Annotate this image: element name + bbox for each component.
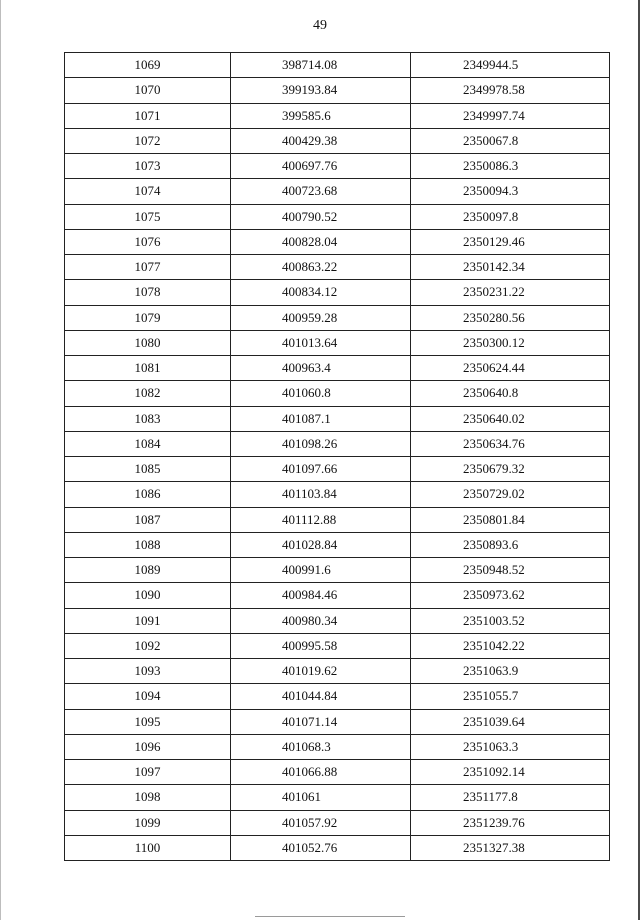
table-row xyxy=(65,229,610,254)
x-coordinate-cell: 400790.52 xyxy=(231,204,411,229)
x-coordinate-cell: 401028.84 xyxy=(231,532,411,557)
y-coordinate-cell: 2350973.62 xyxy=(411,583,610,608)
point-number-cell: 1092 xyxy=(65,633,231,658)
table-row xyxy=(65,482,610,507)
point-number-cell: 1081 xyxy=(65,356,231,381)
table-row xyxy=(65,280,610,305)
y-coordinate-cell: 2351055.7 xyxy=(411,684,610,709)
y-coordinate-cell: 2351239.76 xyxy=(411,810,610,835)
table-row xyxy=(65,457,610,482)
point-number-cell: 1090 xyxy=(65,583,231,608)
y-coordinate-cell: 2350097.8 xyxy=(411,204,610,229)
x-coordinate-cell: 400697.76 xyxy=(231,154,411,179)
y-coordinate-cell: 2350729.02 xyxy=(411,482,610,507)
table-row xyxy=(65,356,610,381)
y-coordinate-cell: 2350640.02 xyxy=(411,406,610,431)
table-row xyxy=(65,835,610,860)
point-number-cell: 1096 xyxy=(65,734,231,759)
point-number-cell: 1075 xyxy=(65,204,231,229)
table-row xyxy=(65,204,610,229)
x-coordinate-cell: 400959.28 xyxy=(231,305,411,330)
point-number-cell: 1099 xyxy=(65,810,231,835)
x-coordinate-cell: 401103.84 xyxy=(231,482,411,507)
point-number-cell: 1098 xyxy=(65,785,231,810)
x-coordinate-cell: 401019.62 xyxy=(231,659,411,684)
point-number-cell: 1100 xyxy=(65,835,231,860)
x-coordinate-cell: 401098.26 xyxy=(231,431,411,456)
x-coordinate-cell: 401044.84 xyxy=(231,684,411,709)
point-number-cell: 1082 xyxy=(65,381,231,406)
point-number-cell: 1074 xyxy=(65,179,231,204)
table-row xyxy=(65,305,610,330)
point-number-cell: 1073 xyxy=(65,154,231,179)
table-row xyxy=(65,78,610,103)
table-row xyxy=(65,381,610,406)
point-number-cell: 1071 xyxy=(65,103,231,128)
point-number-cell: 1077 xyxy=(65,255,231,280)
table-row xyxy=(65,128,610,153)
y-coordinate-cell: 2350640.8 xyxy=(411,381,610,406)
x-coordinate-cell: 401060.8 xyxy=(231,381,411,406)
y-coordinate-cell: 2349997.74 xyxy=(411,103,610,128)
table-row xyxy=(65,633,610,658)
point-number-cell: 1086 xyxy=(65,482,231,507)
point-number-cell: 1089 xyxy=(65,558,231,583)
y-coordinate-cell: 2349944.5 xyxy=(411,53,610,78)
point-number-cell: 1070 xyxy=(65,78,231,103)
table-row xyxy=(65,760,610,785)
x-coordinate-cell: 398714.08 xyxy=(231,53,411,78)
table-row xyxy=(65,583,610,608)
y-coordinate-cell: 2351092.14 xyxy=(411,760,610,785)
y-coordinate-cell: 2350893.6 xyxy=(411,532,610,557)
y-coordinate-cell: 2350679.32 xyxy=(411,457,610,482)
y-coordinate-cell: 2351327.38 xyxy=(411,835,610,860)
table-row xyxy=(65,154,610,179)
y-coordinate-cell: 2350094.3 xyxy=(411,179,610,204)
y-coordinate-cell: 2351003.52 xyxy=(411,608,610,633)
x-coordinate-cell: 400980.34 xyxy=(231,608,411,633)
coordinates-table xyxy=(64,52,610,861)
x-coordinate-cell: 400963.4 xyxy=(231,356,411,381)
scan-edge-left xyxy=(0,0,1,920)
y-coordinate-cell: 2351063.3 xyxy=(411,734,610,759)
point-number-cell: 1084 xyxy=(65,431,231,456)
y-coordinate-cell: 2350086.3 xyxy=(411,154,610,179)
y-coordinate-cell: 2350142.34 xyxy=(411,255,610,280)
table-row xyxy=(65,659,610,684)
x-coordinate-cell: 401068.3 xyxy=(231,734,411,759)
point-number-cell: 1088 xyxy=(65,532,231,557)
x-coordinate-cell: 400828.04 xyxy=(231,229,411,254)
y-coordinate-cell: 2350948.52 xyxy=(411,558,610,583)
point-number-cell: 1094 xyxy=(65,684,231,709)
scan-edge-bottom xyxy=(255,916,405,917)
point-number-cell: 1087 xyxy=(65,507,231,532)
table-row xyxy=(65,734,610,759)
table-row xyxy=(65,532,610,557)
y-coordinate-cell: 2351063.9 xyxy=(411,659,610,684)
x-coordinate-cell: 400834.12 xyxy=(231,280,411,305)
y-coordinate-cell: 2350801.84 xyxy=(411,507,610,532)
y-coordinate-cell: 2350231.22 xyxy=(411,280,610,305)
point-number-cell: 1076 xyxy=(65,229,231,254)
point-number-cell: 1085 xyxy=(65,457,231,482)
y-coordinate-cell: 2351042.22 xyxy=(411,633,610,658)
point-number-cell: 1097 xyxy=(65,760,231,785)
x-coordinate-cell: 401112.88 xyxy=(231,507,411,532)
point-number-cell: 1080 xyxy=(65,330,231,355)
table-row xyxy=(65,53,610,78)
point-number-cell: 1079 xyxy=(65,305,231,330)
y-coordinate-cell: 2350634.76 xyxy=(411,431,610,456)
page-number: 49 xyxy=(313,18,327,33)
point-number-cell: 1072 xyxy=(65,128,231,153)
table-row xyxy=(65,431,610,456)
y-coordinate-cell: 2351177.8 xyxy=(411,785,610,810)
table-row xyxy=(65,608,610,633)
point-number-cell: 1069 xyxy=(65,53,231,78)
point-number-cell: 1078 xyxy=(65,280,231,305)
point-number-cell: 1095 xyxy=(65,709,231,734)
x-coordinate-cell: 401057.92 xyxy=(231,810,411,835)
table-row xyxy=(65,507,610,532)
x-coordinate-cell: 400991.6 xyxy=(231,558,411,583)
y-coordinate-cell: 2350280.56 xyxy=(411,305,610,330)
table-row xyxy=(65,810,610,835)
x-coordinate-cell: 401066.88 xyxy=(231,760,411,785)
point-number-cell: 1093 xyxy=(65,659,231,684)
x-coordinate-cell: 401013.64 xyxy=(231,330,411,355)
table-row xyxy=(65,406,610,431)
x-coordinate-cell: 400723.68 xyxy=(231,179,411,204)
table-row xyxy=(65,558,610,583)
y-coordinate-cell: 2350067.8 xyxy=(411,128,610,153)
y-coordinate-cell: 2350624.44 xyxy=(411,356,610,381)
x-coordinate-cell: 401097.66 xyxy=(231,457,411,482)
x-coordinate-cell: 400863.22 xyxy=(231,255,411,280)
table-row xyxy=(65,785,610,810)
x-coordinate-cell: 400995.58 xyxy=(231,633,411,658)
coordinates-table-body xyxy=(65,53,610,861)
x-coordinate-cell: 399585.6 xyxy=(231,103,411,128)
point-number-cell: 1083 xyxy=(65,406,231,431)
y-coordinate-cell: 2351039.64 xyxy=(411,709,610,734)
x-coordinate-cell: 400984.46 xyxy=(231,583,411,608)
table-row xyxy=(65,684,610,709)
y-coordinate-cell: 2350129.46 xyxy=(411,229,610,254)
x-coordinate-cell: 401061 xyxy=(231,785,411,810)
table-row xyxy=(65,103,610,128)
table-row xyxy=(65,179,610,204)
table-row xyxy=(65,330,610,355)
x-coordinate-cell: 401071.14 xyxy=(231,709,411,734)
y-coordinate-cell: 2350300.12 xyxy=(411,330,610,355)
table-row xyxy=(65,255,610,280)
y-coordinate-cell: 2349978.58 xyxy=(411,78,610,103)
table-row xyxy=(65,709,610,734)
point-number-cell: 1091 xyxy=(65,608,231,633)
x-coordinate-cell: 399193.84 xyxy=(231,78,411,103)
x-coordinate-cell: 401052.76 xyxy=(231,835,411,860)
x-coordinate-cell: 400429.38 xyxy=(231,128,411,153)
x-coordinate-cell: 401087.1 xyxy=(231,406,411,431)
